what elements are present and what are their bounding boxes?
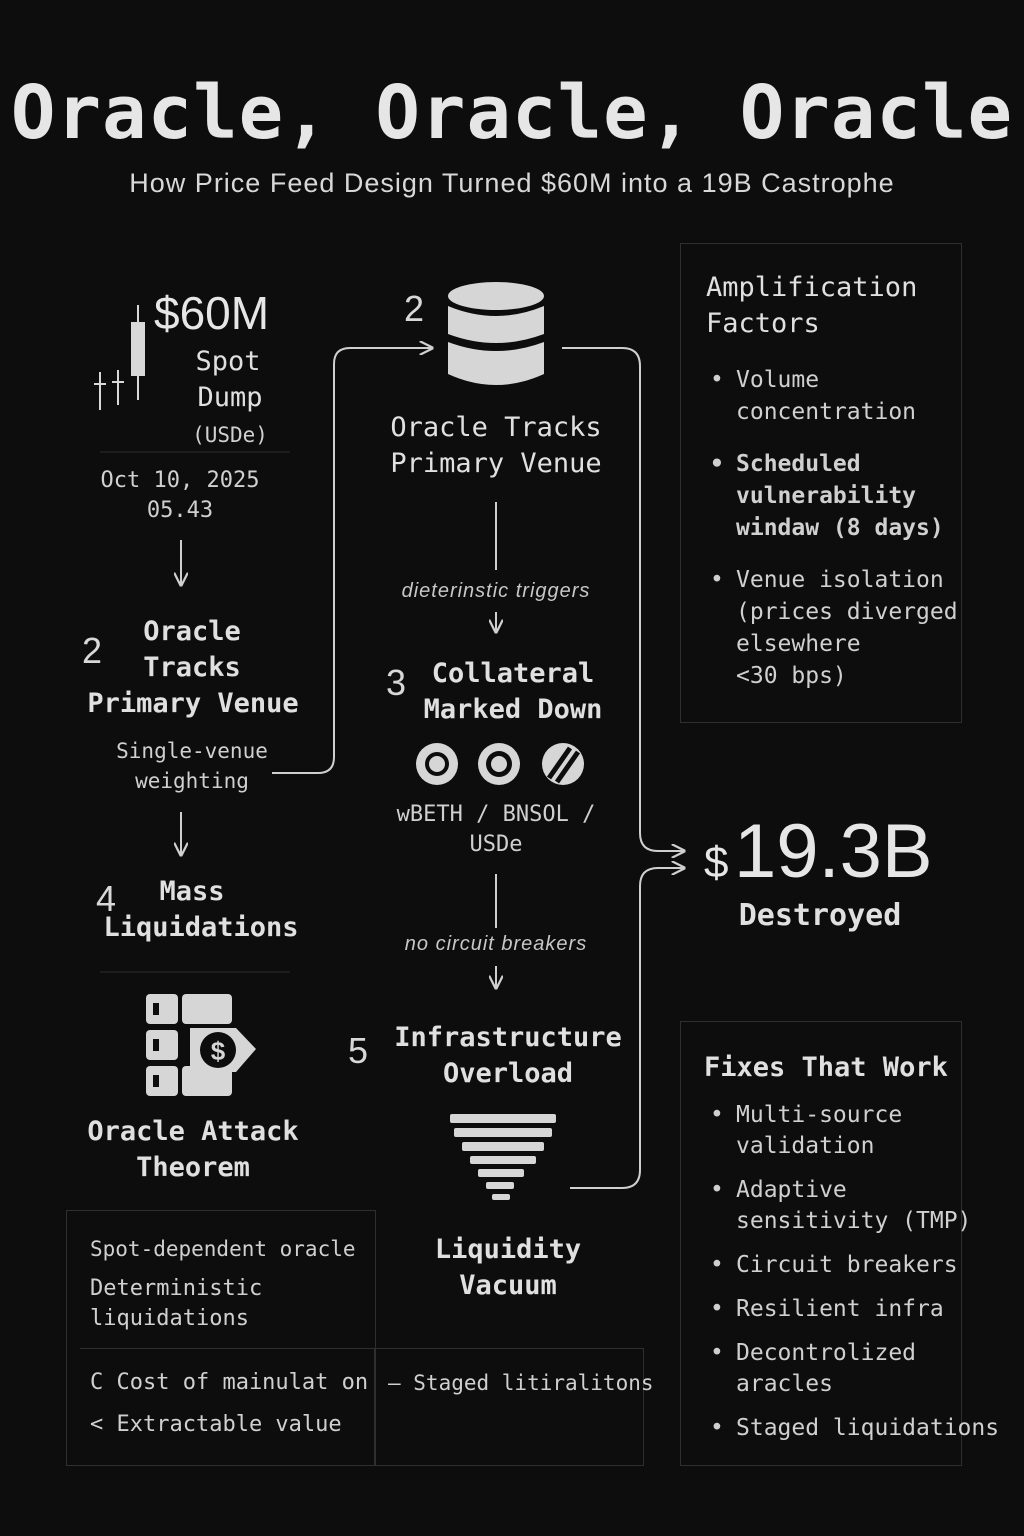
amplification-list	[706, 364, 956, 692]
theorem-bottom-left-line1: C Cost of mainulat on	[90, 1370, 369, 1395]
center-note-triggers: dieterinstic triggers	[401, 580, 591, 602]
spot-label-line2: Dump	[197, 382, 263, 413]
center-step2-number: 2	[404, 288, 425, 329]
page-title: Oracle, Oracle, Oracle	[10, 70, 1014, 156]
theorem-bottom-right: – Staged litiralitons	[388, 1371, 654, 1395]
center-step3-line2: Marked Down	[423, 694, 603, 725]
left-step4-number: 4	[96, 878, 117, 919]
fixes-title: Fixes That Work	[704, 1052, 948, 1083]
destroyed-currency: $	[704, 838, 729, 887]
left-step2-line1: Oracle	[143, 616, 241, 647]
amplification-item: • Volume concentration	[706, 364, 956, 428]
fixes-item: • Circuit breakers	[706, 1250, 960, 1281]
spot-date: Oct 10, 2025	[100, 468, 260, 493]
liquidity-line2: Vacuum	[459, 1270, 557, 1301]
center-step2-line1: Oracle Tracks	[390, 412, 602, 443]
liquidity-line1: Liquidity	[434, 1234, 582, 1265]
theorem-item2-line1: Deterministic	[90, 1276, 263, 1301]
left-step2-note-line2: weighting	[135, 769, 249, 793]
theorem-line2: Theorem	[136, 1152, 250, 1183]
destroyed-amount: 19.3B	[734, 809, 933, 894]
theorem-line1: Oracle Attack	[87, 1116, 299, 1147]
fixes-item: • Adaptive sensitivity (TMP)	[706, 1175, 960, 1237]
center-step5-number: 5	[348, 1030, 369, 1071]
left-step2-line2: Tracks	[143, 652, 241, 683]
left-step2-note-line1: Single-venue	[116, 739, 268, 763]
amplification-title-line2: Factors	[706, 308, 820, 339]
fixes-item: • Multi-source validation	[706, 1100, 960, 1162]
left-step2-line3: Primary Venue	[87, 688, 299, 719]
destroyed-label: Destroyed	[738, 898, 902, 933]
center-note-breakers: no circuit breakers	[404, 933, 588, 955]
theorem-item1: Spot-dependent oracle	[90, 1237, 356, 1261]
theorem-item2-line2: liquidations	[90, 1306, 249, 1331]
fixes-list	[706, 1100, 1000, 1444]
center-step5-line2: Overload	[442, 1058, 574, 1089]
spot-asset: (USDe)	[192, 423, 268, 447]
center-step3-number: 3	[386, 662, 407, 703]
amplification-item: • Scheduled vulnerability windaw (8 days)	[706, 448, 956, 544]
center-step3-line1: Collateral	[431, 658, 595, 689]
fixes-item: • Decontrolized aracles	[706, 1338, 960, 1400]
fixes-item: • Resilient infra	[706, 1294, 960, 1325]
amplification-item: • Venue isolation (prices diverged elsewhere <30 bps)	[706, 564, 956, 692]
center-step5-line1: Infrastructure	[394, 1022, 622, 1053]
center-step3-assets-line2: USDe	[469, 832, 523, 857]
center-step2-line2: Primary Venue	[390, 448, 602, 479]
left-step4-line2: Liquidations	[103, 912, 299, 943]
left-step4-line1: Mass	[159, 876, 225, 907]
left-step2-number: 2	[82, 630, 103, 671]
spot-time: 05.43	[146, 498, 214, 523]
spot-label-line1: Spot	[195, 346, 261, 377]
center-step3-assets-line1: wBETH / BNSOL /	[396, 802, 596, 827]
theorem-bottom-left-line2: < Extractable value	[90, 1412, 342, 1437]
svg-text:$: $	[210, 1036, 226, 1066]
spot-amount: $60M	[154, 287, 270, 339]
page-subtitle: How Price Feed Design Turned $60M into a 19B Castrophe	[129, 168, 895, 198]
amplification-title-line1: Amplification	[706, 272, 918, 303]
fixes-item: • Staged liquidations	[706, 1413, 960, 1444]
